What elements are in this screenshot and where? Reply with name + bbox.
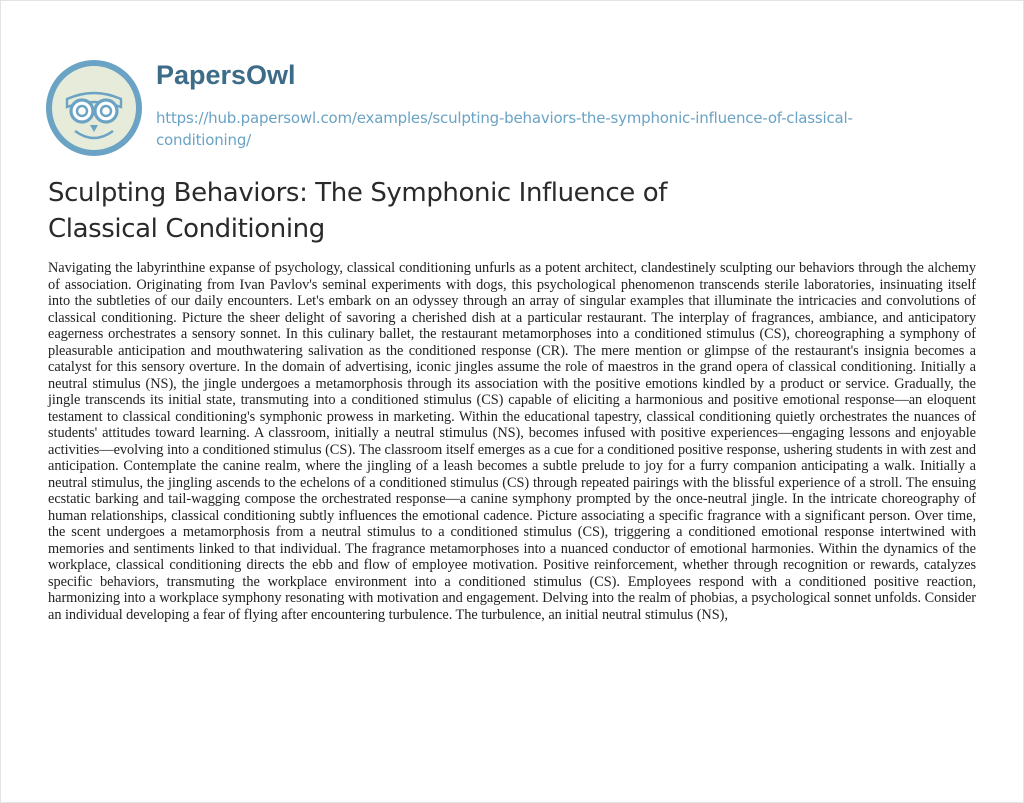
source-url-link[interactable]: https://hub.papersowl.com/examples/sculpting-behaviors-the-symphonic-influence-of-classical-conditioning/ — [156, 109, 853, 149]
document-title: Sculpting Behaviors: The Symphonic Influence of Classical Conditioning — [48, 178, 667, 244]
document-body: Navigating the labyrinthine expanse of psychology, classical conditioning unfurls as a potent architect, clandestinely sculpting our behaviors through the alchemy of association. Originating from Ivan Pavlov's seminal experiments with dogs, this psychological phenomenon transcends sterile laboratories, insinuating itself into the subtleties of our daily encounters. Let's embark on an odyssey through an array of singular examples that illuminate the intricacies and convolutions of classical conditioning. Picture the sheer delight of savoring a cherished dish at a particular restaurant. The interplay of fragrances, ambiance, and anticipatory eagerness orchestrates a sensory sonnet. In this culinary ballet, the restaurant metamorphoses into a conditioned stimulus (CS), choreographing a symphony of pleasurable anticipation and mouthwatering salivation as the conditioned response (CR). The mere mention or glimpse of the restaurant's insignia becomes a catalyst for this sensory overture. In the domain of advertising, iconic jingles assume the role of maestros in the grand opera of classical conditioning. Initially a neutral stimulus (NS), the jingle undergoes a metamorphosis through its association with the positive emotions kindled by a product or service. Gradually, the jingle transcends its initial state, transmuting into a conditioned stimulus (CS) capable of eliciting a harmonious and positive emotional response—an eloquent testament to classical conditioning's symphonic prowess in marketing. Within the educational tapestry, classical conditioning quietly orchestrates the nuances of students' attitudes toward learning. A classroom, initially a neutral stimulus (NS), becomes infused with positive experiences—engaging lessons and enjoyable activities—evolving into a conditioned stimulus (CS). The classroom itself emerges as a cue for a conditioned positive response, ushering students in with zest and anticipation. Contemplate the canine realm, where the jingling of a leash becomes a subtle prelude to joy for a furry companion anticipating a walk. Initially a neutral stimulus, the jingling ascends to the echelons of a conditioned stimulus (CS) through repeated pairings with the blissful experience of a stroll. The ensuing ecstatic barking and tail-wagging compose the orchestrated response—a canine symphony prompted by the once-neutral jingle. In the intricate choreography of human relationships, classical conditioning subtly influences the emotional cadence. Picture associating a specific fragrance with a significant person. Over time, the scent undergoes a metamorphosis from a neutral stimulus to a conditioned stimulus (CS), triggering a conditioned emotional response intertwined with memories and sentiments linked to that individual. The fragrance metamorphoses into a nuanced conductor of emotional harmonies. Within the dynamics of the workplace, classical conditioning directs the ebb and flow of employee motivation. Positive reinforcement, whether through recognition or rewards, catalyzes specific behaviors, transmuting the workplace environment into a conditioned stimulus (CS). Employees respond with a conditioned positive reaction, harmonizing into a workplace symphony resonating with motivation and engagement. Delving into the realm of phobias, a psychological sonnet unfolds. Consider an individual developing a fear of flying after encountering turbulence. The turbulence, an initial neutral stimulus (NS), — [48, 260, 976, 623]
header — [45, 53, 985, 161]
owl-logo-icon — [45, 59, 143, 157]
brand-name: PapersOwl — [156, 60, 296, 90]
